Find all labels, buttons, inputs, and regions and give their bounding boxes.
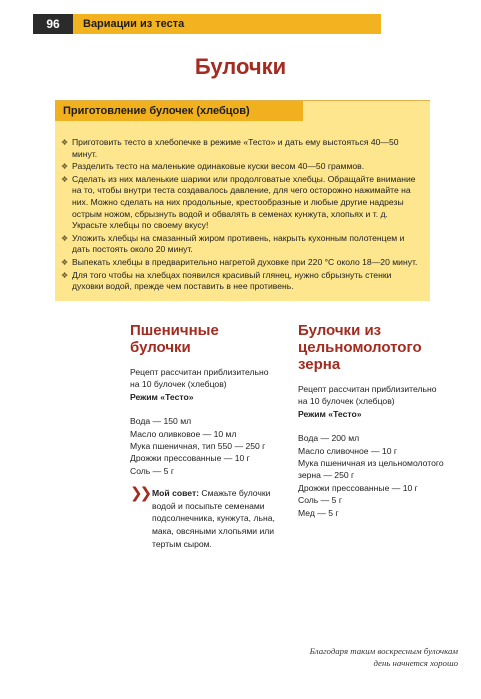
diamond-bullet-icon: ❖ [61,174,69,184]
list-item: ❖ Сделать из них маленькие шарики или продолговатые хлебцы. Обращайте внимание на то, чтобы внутри теста создавалось давление, для чего осторожно нажимайте на них. Можно сделать на них продольные, крестообразные и любые другие надрезы острым ножом, сбрызнуть водой и обвалять в семенах кунжута, хлопьях и т. д. Украсьте хлебцы по своему вкусу! [61,173,416,231]
ingredient: Дрожжи прессованные — 10 г [130,453,250,464]
preparation-steps [61,137,423,294]
page-title: Булочки [194,54,287,79]
ingredient: Соль — 5 г [298,495,342,506]
recipe-title: Пшеничные булочки [130,322,219,356]
diamond-bullet-icon: ❖ [61,138,69,147]
ingredient: Соль — 5 г [130,465,174,476]
list-item: ❖ Уложить хлебцы на смазанный жиром противень, накрыть кухонным полотенцем и дать постоять около 20 минут. [61,232,405,255]
preparation-heading: Приготовление булочек (хлебцов) [55,101,303,121]
ingredient: Вода — 150 мл [130,416,192,427]
ingredient: Вода — 200 мл [298,433,360,444]
ingredient: Мука пшеничная из цельномолотого зерна — 250 г [298,458,444,481]
recipe-yield: Рецепт рассчитан приблизительно на 10 булочек (хлебцов) [298,384,437,407]
section-title: Вариации из теста [73,14,381,34]
recipe-wheat-rolls [130,322,280,550]
page-number: 96 [33,14,73,34]
diamond-bullet-icon: ❖ [61,233,69,243]
recipe-wholegrain-rolls [298,322,448,519]
ingredient: Масло сливочное — 10 г [298,445,398,456]
photo-caption: Благодаря таким воскресным булочкам день начнется хорошо [309,646,458,668]
tip-label: Мой совет: [152,488,200,499]
preparation-box [55,100,430,301]
diamond-bullet-icon: ❖ [61,162,69,172]
ingredient: Мука пшеничная, тип 550 — 250 г [130,441,266,452]
tip-block [130,487,280,550]
ingredient: Дрожжи прессованные — 10 г [298,482,418,493]
list-item: ❖ Для того чтобы на хлебцах появился красивый глянец, нужно сбрызнуть стенки духовки водой, прежде чем поставить в нее противень. [61,269,392,292]
list-item: ❖ Приготовить тесто в хлебопечке в режиме «Тесто» и дать ему выстояться 40—50 минут. [61,137,399,159]
recipe-yield: Рецепт рассчитан приблизительно на 10 булочек (хлебцов) [130,367,269,390]
recipe-mode: Режим «Тесто» [130,391,194,402]
recipe-mode: Режим «Тесто» [298,408,362,419]
list-item: ❖ Выпекать хлебцы в предварительно нагретой духовке при 220 °С около 18—20 минут. [61,256,418,267]
tip-text: Смажьте булочки водой и посыпьте семенами подсолнечника, кунжута, льна, мака, овсяными хлопьями или тертым сыром. [152,488,275,549]
diamond-bullet-icon: ❖ [61,270,69,280]
list-item: ❖ Разделить тесто на маленькие одинаковые куски весом 40—50 граммов. [61,161,365,172]
diamond-bullet-icon: ❖ [61,257,69,267]
recipe-title: Булочки из цельномолотого зерна [298,322,422,373]
ingredient: Масло оливковое — 10 мл [130,428,237,439]
double-chevron-icon: ❯❯ [130,485,150,503]
ingredient: Мед — 5 г [298,507,339,518]
page-header [0,0,481,42]
